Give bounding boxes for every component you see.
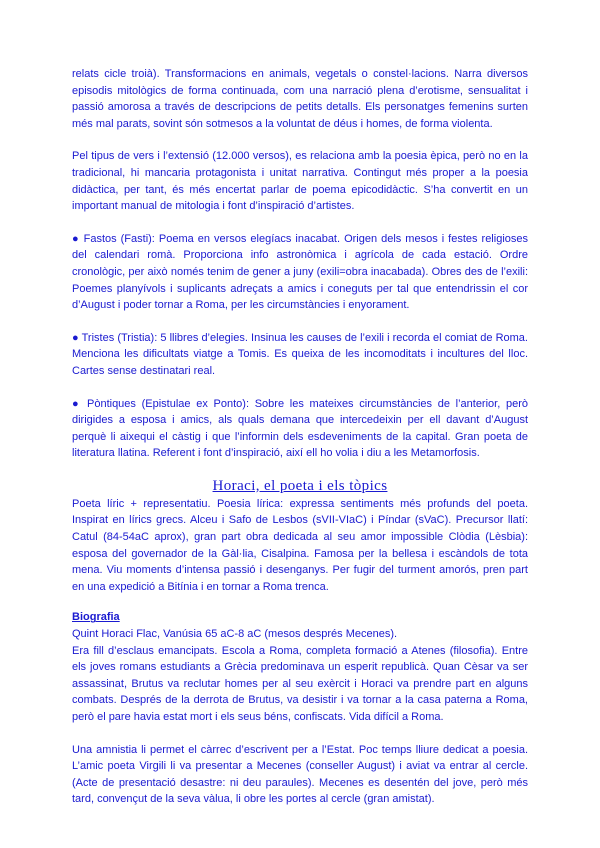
paragraph-amnesty: Una amnistia li permet el càrrec d’escrivent per a l’Estat. Poc temps lliure dedicat a poesia. L’amic poeta Virgili li va presentar a Mecenes (conseller August) i aviat va entrar al cercle. (Acte de presentació desastre: ni deu paraules). Mecenes es desentén del jove, però més tard, convençut de la seva vàlua, li obre les portes al cercle (gran amistat). xyxy=(72,743,528,806)
paragraph-metamorfosis-description: relats cicle troià). Transformacions en animals, vegetals o constel·lacions. Narra diversos episodis mitològics de forma continuada, com una narració plena d’erotisme, sensualitat i passió amorosa a través de descripcions de petits detalls. Els personatges femenins surten més mal parats, sovint són sotmesos a la voluntat de déus i homes, de forma violenta. xyxy=(72,68,528,130)
paragraph-fastos: ● Fastos (Fasti): Poema en versos elegíacs inacabat. Origen dels mesos i festes religioses del calendari romà. Proporciona info astronòmica i agrícola de cada estació. Ordre cronològic, per això només tenim de gener a juny (exili=obra inacabada). Obres des de l’exili: Poemes planyívols i suplicants adreçats a amics i coneguts per tal que entendrissin el cor d’August i poder tornar a Roma, per les circumstàncies i enyorament. xyxy=(72,232,528,312)
paragraph-tristes: ● Tristes (Tristia): 5 llibres d’elegies. Insinua les causes de l’exili i recorda el comiat de Roma. Menciona les dificultats viatge a Tomis. Es queixa de les incomoditats i incultures del lloc. Cartes sense destinatari real. xyxy=(72,331,528,377)
paragraph-early-life: Era fill d’esclaus emancipats. Escola a Roma, completa formació a Atenes (filosofia). Entre els joves romans estudiants a Grècia predominava un esperit republicà. Quan Cèsar va ser assassinat, Brutus va reclutar homes per al seu exèrcit i Horaci va prendre part en alguns combats. Després de la derrota de Brutus, va desistir i va tornar a la casa paterna a Roma, però el pare havia estat mort i els seus béns, confiscats. Vida difícil a Roma. xyxy=(72,644,528,723)
paragraph-horaci-intro: Poeta líric + representatiu. Poesia lírica: expressa sentiments més profunds del poeta. Inspirat en lírics grecs. Alceu i Safo de Lesbos (sVII-VIaC) i Píndar (sVaC). Precursor llatí: Catul (84-54aC aprox), gran part obra dedicada al seu amor impossible Clòdia (Lèsbia): esposa del governador de la Gàl·lia, Cisalpina. Famosa per la bellesa i escàndols de tota mena. Viu moments d’intensa passió i desenganys. Per fugir del turment amorós, pren part en una expedició a Bitínia i en tornar a Roma trenca. xyxy=(72,497,528,593)
paragraph-metamorfosis-genre: Pel tipus de vers i l’extensió (12.000 versos), es relaciona amb la poesia èpica, però no en la tradicional, hi mancaria protagonista i unitat narrativa. Contingut més proper a la poesia didàctica, per tant, és més encertat parlar de poema epicodidàctic. S’ha convertit en un important manual de mitologia i font d’inspiració d’artistes. xyxy=(72,150,528,213)
paragraph-birth: Quint Horaci Flac, Vanúsia 65 aC-8 aC (mesos després Mecenes). xyxy=(72,628,398,641)
section-title: Horaci, el poeta i els tòpics xyxy=(212,477,388,494)
biography-heading: Biografia xyxy=(72,611,120,624)
paragraph-pontiques: ● Pòntiques (Epistulae ex Ponto): Sobre les mateixes circumstàncies de l’anterior, però dirigides a esposa i amics, als quals demana que intercedeixin per ell davant d’August perquè li aixequi el càstig i que l’informin dels esdeveniments de la capital. Gran poeta de literatura llatina. Referent i font d’inspiració, així ell ho volia i diu a les Metamorfosis. xyxy=(72,397,528,460)
